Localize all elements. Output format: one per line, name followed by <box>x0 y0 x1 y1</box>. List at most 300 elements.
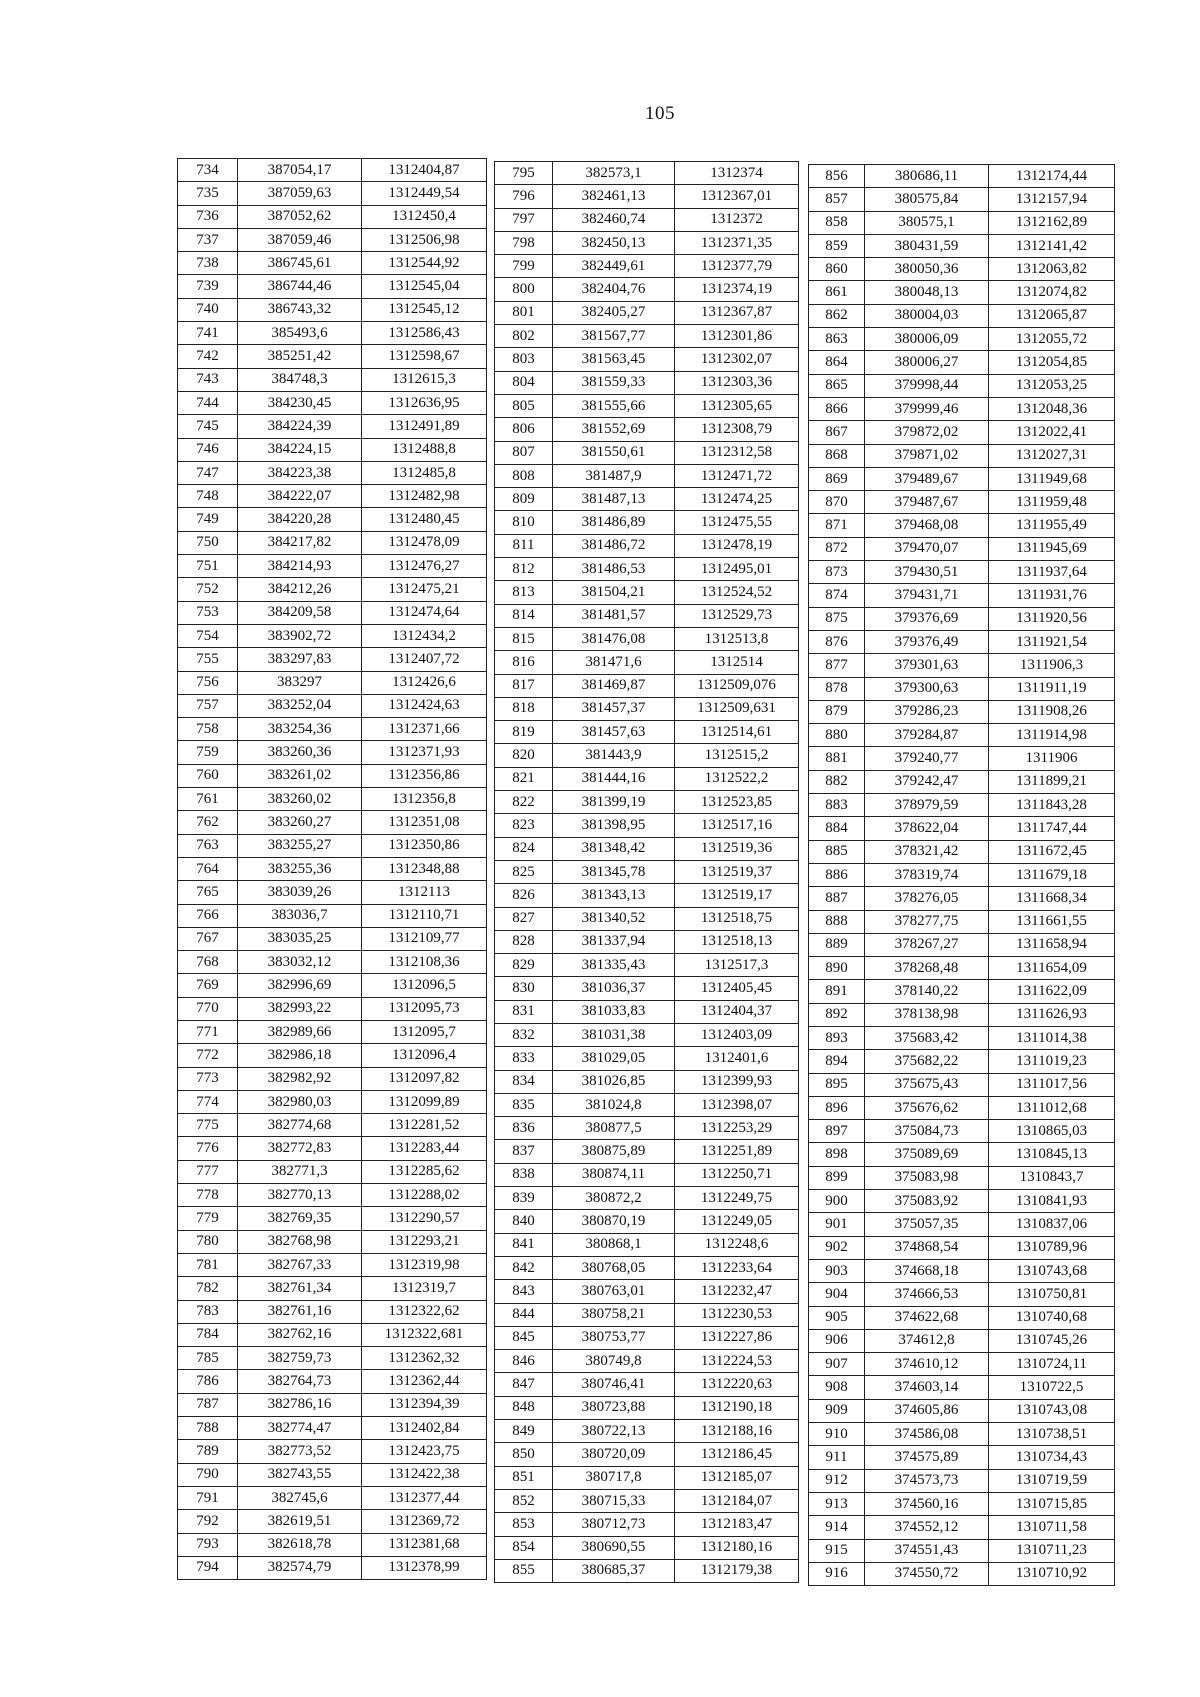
y-coordinate-cell: 1311914,98 <box>989 724 1115 747</box>
y-coordinate-cell: 1312471,72 <box>675 464 799 487</box>
y-coordinate-cell: 1311654,09 <box>989 957 1115 980</box>
y-coordinate-cell: 1312362,32 <box>362 1347 487 1370</box>
x-coordinate-cell: 380768,05 <box>553 1256 675 1279</box>
table-row <box>495 884 799 907</box>
table-row <box>178 298 487 321</box>
point-number-cell: 835 <box>495 1093 553 1116</box>
x-coordinate-cell: 384224,39 <box>238 415 362 438</box>
point-number-cell: 736 <box>178 205 238 228</box>
x-coordinate-cell: 379376,49 <box>865 630 989 653</box>
y-coordinate-cell: 1312515,2 <box>675 744 799 767</box>
table-row <box>178 881 487 904</box>
y-coordinate-cell: 1312518,13 <box>675 930 799 953</box>
point-number-cell: 826 <box>495 884 553 907</box>
table-row <box>809 1399 1115 1422</box>
point-number-cell: 894 <box>809 1050 865 1073</box>
y-coordinate-cell: 1312305,65 <box>675 394 799 417</box>
y-coordinate-cell: 1312450,4 <box>362 205 487 228</box>
point-number-cell: 842 <box>495 1256 553 1279</box>
table-row <box>809 537 1115 560</box>
y-coordinate-cell: 1312110,71 <box>362 904 487 927</box>
point-number-cell: 828 <box>495 930 553 953</box>
point-number-cell: 897 <box>809 1120 865 1143</box>
y-coordinate-cell: 1310724,11 <box>989 1353 1115 1376</box>
table-row <box>495 930 799 953</box>
point-number-cell: 758 <box>178 718 238 741</box>
x-coordinate-cell: 378622,04 <box>865 817 989 840</box>
table-row <box>495 1117 799 1140</box>
point-number-cell: 739 <box>178 275 238 298</box>
point-number-cell: 749 <box>178 508 238 531</box>
point-number-cell: 855 <box>495 1559 553 1582</box>
x-coordinate-cell: 382786,16 <box>238 1393 362 1416</box>
y-coordinate-cell: 1311014,38 <box>989 1026 1115 1049</box>
table-row <box>495 627 799 650</box>
x-coordinate-cell: 385493,6 <box>238 322 362 345</box>
y-coordinate-cell: 1312519,37 <box>675 860 799 883</box>
table-row <box>495 1047 799 1070</box>
x-coordinate-cell: 382986,18 <box>238 1044 362 1067</box>
table-row <box>809 933 1115 956</box>
table-row <box>178 1347 487 1370</box>
y-coordinate-cell: 1312615,3 <box>362 368 487 391</box>
table-row <box>809 514 1115 537</box>
table-row <box>178 788 487 811</box>
x-coordinate-cell: 382449,61 <box>553 255 675 278</box>
table-row <box>178 485 487 508</box>
y-coordinate-cell: 1312322,681 <box>362 1323 487 1346</box>
y-coordinate-cell: 1312378,99 <box>362 1556 487 1579</box>
point-number-cell: 837 <box>495 1140 553 1163</box>
y-coordinate-cell: 1312293,21 <box>362 1230 487 1253</box>
x-coordinate-cell: 374666,53 <box>865 1283 989 1306</box>
table-row <box>178 182 487 205</box>
table-row <box>178 1044 487 1067</box>
table-row <box>178 857 487 880</box>
x-coordinate-cell: 378276,05 <box>865 887 989 910</box>
point-number-cell: 907 <box>809 1353 865 1376</box>
table-row <box>178 345 487 368</box>
y-coordinate-cell: 1312522,2 <box>675 767 799 790</box>
x-coordinate-cell: 380575,84 <box>865 188 989 211</box>
x-coordinate-cell: 374552,12 <box>865 1516 989 1539</box>
x-coordinate-cell: 380722,13 <box>553 1420 675 1443</box>
y-coordinate-cell: 1312095,73 <box>362 997 487 1020</box>
x-coordinate-cell: 379487,67 <box>865 491 989 514</box>
table-row <box>495 1140 799 1163</box>
x-coordinate-cell: 380050,36 <box>865 258 989 281</box>
y-coordinate-cell: 1312523,85 <box>675 791 799 814</box>
point-number-cell: 782 <box>178 1277 238 1300</box>
point-number-cell: 814 <box>495 604 553 627</box>
x-coordinate-cell: 381033,83 <box>553 1000 675 1023</box>
x-coordinate-cell: 382461,13 <box>553 185 675 208</box>
x-coordinate-cell: 378267,27 <box>865 933 989 956</box>
x-coordinate-cell: 379470,07 <box>865 537 989 560</box>
table-row <box>495 1489 799 1512</box>
y-coordinate-cell: 1312356,8 <box>362 788 487 811</box>
x-coordinate-cell: 384214,93 <box>238 555 362 578</box>
y-coordinate-cell: 1311906 <box>989 747 1115 770</box>
y-coordinate-cell: 1311672,45 <box>989 840 1115 863</box>
x-coordinate-cell: 379286,23 <box>865 700 989 723</box>
y-coordinate-cell: 1312162,89 <box>989 211 1115 234</box>
y-coordinate-cell: 1311937,64 <box>989 561 1115 584</box>
table-row <box>495 255 799 278</box>
y-coordinate-cell: 1312248,6 <box>675 1233 799 1256</box>
table-row <box>178 1486 487 1509</box>
x-coordinate-cell: 387054,17 <box>238 159 362 182</box>
y-coordinate-cell: 1312586,43 <box>362 322 487 345</box>
y-coordinate-cell: 1312180,16 <box>675 1536 799 1559</box>
table-row <box>809 561 1115 584</box>
y-coordinate-cell: 1312281,52 <box>362 1114 487 1137</box>
x-coordinate-cell: 383255,27 <box>238 834 362 857</box>
x-coordinate-cell: 380753,77 <box>553 1326 675 1349</box>
point-number-cell: 839 <box>495 1187 553 1210</box>
point-number-cell: 903 <box>809 1259 865 1282</box>
table-row <box>495 1093 799 1116</box>
y-coordinate-cell: 1310745,26 <box>989 1329 1115 1352</box>
y-coordinate-cell: 1312074,82 <box>989 281 1115 304</box>
y-coordinate-cell: 1312308,79 <box>675 418 799 441</box>
point-number-cell: 754 <box>178 624 238 647</box>
y-coordinate-cell: 1312108,36 <box>362 951 487 974</box>
table-row <box>495 651 799 674</box>
table-row <box>809 654 1115 677</box>
y-coordinate-cell: 1312514 <box>675 651 799 674</box>
table-row <box>178 1207 487 1230</box>
y-coordinate-cell: 1312319,98 <box>362 1253 487 1276</box>
x-coordinate-cell: 382761,16 <box>238 1300 362 1323</box>
y-coordinate-cell: 1310719,59 <box>989 1469 1115 1492</box>
y-coordinate-cell: 1312188,16 <box>675 1420 799 1443</box>
table-row <box>178 461 487 484</box>
y-coordinate-cell: 1312544,92 <box>362 252 487 275</box>
table-row <box>178 391 487 414</box>
y-coordinate-cell: 1312369,72 <box>362 1510 487 1533</box>
point-number-cell: 735 <box>178 182 238 205</box>
table-row <box>495 488 799 511</box>
point-number-cell: 768 <box>178 951 238 974</box>
x-coordinate-cell: 382989,66 <box>238 1020 362 1043</box>
y-coordinate-cell: 1312053,25 <box>989 374 1115 397</box>
x-coordinate-cell: 382774,47 <box>238 1417 362 1440</box>
y-coordinate-cell: 1312514,61 <box>675 721 799 744</box>
point-number-cell: 801 <box>495 301 553 324</box>
x-coordinate-cell: 381457,37 <box>553 697 675 720</box>
table-row <box>495 1443 799 1466</box>
point-number-cell: 869 <box>809 467 865 490</box>
y-coordinate-cell: 1312367,01 <box>675 185 799 208</box>
table-row <box>809 1143 1115 1166</box>
point-number-cell: 792 <box>178 1510 238 1533</box>
x-coordinate-cell: 381559,33 <box>553 371 675 394</box>
table-row <box>495 162 799 185</box>
table-row <box>809 607 1115 630</box>
point-number-cell: 809 <box>495 488 553 511</box>
point-number-cell: 901 <box>809 1213 865 1236</box>
y-coordinate-cell: 1311949,68 <box>989 467 1115 490</box>
point-number-cell: 766 <box>178 904 238 927</box>
y-coordinate-cell: 1311658,94 <box>989 933 1115 956</box>
point-number-cell: 877 <box>809 654 865 677</box>
point-number-cell: 793 <box>178 1533 238 1556</box>
table-row <box>809 1516 1115 1539</box>
table-row <box>178 927 487 950</box>
table-row <box>178 531 487 554</box>
point-number-cell: 889 <box>809 933 865 956</box>
table-row <box>495 604 799 627</box>
y-coordinate-cell: 1311747,44 <box>989 817 1115 840</box>
y-coordinate-cell: 1312403,09 <box>675 1023 799 1046</box>
y-coordinate-cell: 1312482,98 <box>362 485 487 508</box>
y-coordinate-cell: 1312394,39 <box>362 1393 487 1416</box>
point-number-cell: 913 <box>809 1492 865 1515</box>
x-coordinate-cell: 380048,13 <box>865 281 989 304</box>
y-coordinate-cell: 1312407,72 <box>362 648 487 671</box>
table-row <box>495 721 799 744</box>
x-coordinate-cell: 380746,41 <box>553 1373 675 1396</box>
y-coordinate-cell: 1312183,47 <box>675 1513 799 1536</box>
x-coordinate-cell: 384223,38 <box>238 461 362 484</box>
point-number-cell: 797 <box>495 208 553 231</box>
x-coordinate-cell: 381457,63 <box>553 721 675 744</box>
point-number-cell: 848 <box>495 1396 553 1419</box>
y-coordinate-cell: 1311911,19 <box>989 677 1115 700</box>
y-coordinate-cell: 1312186,45 <box>675 1443 799 1466</box>
x-coordinate-cell: 386744,46 <box>238 275 362 298</box>
x-coordinate-cell: 378277,75 <box>865 910 989 933</box>
point-number-cell: 803 <box>495 348 553 371</box>
y-coordinate-cell: 1312371,93 <box>362 741 487 764</box>
point-number-cell: 906 <box>809 1329 865 1352</box>
point-number-cell: 883 <box>809 794 865 817</box>
point-number-cell: 769 <box>178 974 238 997</box>
point-number-cell: 822 <box>495 791 553 814</box>
y-coordinate-cell: 1312179,38 <box>675 1559 799 1582</box>
y-coordinate-cell: 1312478,19 <box>675 534 799 557</box>
point-number-cell: 904 <box>809 1283 865 1306</box>
x-coordinate-cell: 380763,01 <box>553 1280 675 1303</box>
y-coordinate-cell: 1312475,21 <box>362 578 487 601</box>
table-row <box>809 1213 1115 1236</box>
point-number-cell: 881 <box>809 747 865 770</box>
y-coordinate-cell: 1312362,44 <box>362 1370 487 1393</box>
y-coordinate-cell: 1312485,8 <box>362 461 487 484</box>
table-row <box>178 322 487 345</box>
table-row <box>495 1000 799 1023</box>
x-coordinate-cell: 381036,37 <box>553 977 675 1000</box>
y-coordinate-cell: 1312233,64 <box>675 1256 799 1279</box>
x-coordinate-cell: 380758,21 <box>553 1303 675 1326</box>
point-number-cell: 787 <box>178 1393 238 1416</box>
table-row <box>495 977 799 1000</box>
x-coordinate-cell: 387059,63 <box>238 182 362 205</box>
table-row <box>809 258 1115 281</box>
y-coordinate-cell: 1312348,88 <box>362 857 487 880</box>
y-coordinate-cell: 1312113 <box>362 881 487 904</box>
table-row <box>495 231 799 254</box>
x-coordinate-cell: 382743,55 <box>238 1463 362 1486</box>
x-coordinate-cell: 381348,42 <box>553 837 675 860</box>
point-number-cell: 874 <box>809 584 865 607</box>
point-number-cell: 785 <box>178 1347 238 1370</box>
y-coordinate-cell: 1312065,87 <box>989 304 1115 327</box>
x-coordinate-cell: 381399,19 <box>553 791 675 814</box>
x-coordinate-cell: 382405,27 <box>553 301 675 324</box>
x-coordinate-cell: 384230,45 <box>238 391 362 414</box>
x-coordinate-cell: 379872,02 <box>865 421 989 444</box>
point-number-cell: 772 <box>178 1044 238 1067</box>
table-row <box>495 511 799 534</box>
x-coordinate-cell: 383260,27 <box>238 811 362 834</box>
table-row <box>178 578 487 601</box>
point-number-cell: 771 <box>178 1020 238 1043</box>
point-number-cell: 753 <box>178 601 238 624</box>
x-coordinate-cell: 384212,26 <box>238 578 362 601</box>
point-number-cell: 912 <box>809 1469 865 1492</box>
point-number-cell: 763 <box>178 834 238 857</box>
y-coordinate-cell: 1310738,51 <box>989 1423 1115 1446</box>
table-row <box>495 1233 799 1256</box>
y-coordinate-cell: 1312232,47 <box>675 1280 799 1303</box>
y-coordinate-cell: 1310843,7 <box>989 1166 1115 1189</box>
x-coordinate-cell: 382982,92 <box>238 1067 362 1090</box>
point-number-cell: 737 <box>178 228 238 251</box>
point-number-cell: 760 <box>178 764 238 787</box>
x-coordinate-cell: 374586,08 <box>865 1423 989 1446</box>
y-coordinate-cell: 1312423,75 <box>362 1440 487 1463</box>
x-coordinate-cell: 379999,46 <box>865 397 989 420</box>
y-coordinate-cell: 1312509,631 <box>675 697 799 720</box>
table-row <box>809 1236 1115 1259</box>
x-coordinate-cell: 380715,33 <box>553 1489 675 1512</box>
table-row <box>495 1466 799 1489</box>
table-row <box>809 1026 1115 1049</box>
point-number-cell: 813 <box>495 581 553 604</box>
point-number-cell: 902 <box>809 1236 865 1259</box>
point-number-cell: 740 <box>178 298 238 321</box>
table-row <box>178 951 487 974</box>
x-coordinate-cell: 381029,05 <box>553 1047 675 1070</box>
table-row <box>495 674 799 697</box>
y-coordinate-cell: 1310845,13 <box>989 1143 1115 1166</box>
y-coordinate-cell: 1312372 <box>675 208 799 231</box>
point-number-cell: 750 <box>178 531 238 554</box>
x-coordinate-cell: 378140,22 <box>865 980 989 1003</box>
point-number-cell: 824 <box>495 837 553 860</box>
y-coordinate-cell: 1312426,6 <box>362 671 487 694</box>
x-coordinate-cell: 381340,52 <box>553 907 675 930</box>
point-number-cell: 747 <box>178 461 238 484</box>
y-coordinate-cell: 1310711,23 <box>989 1539 1115 1562</box>
y-coordinate-cell: 1312519,17 <box>675 884 799 907</box>
point-number-cell: 806 <box>495 418 553 441</box>
x-coordinate-cell: 381487,13 <box>553 488 675 511</box>
y-coordinate-cell: 1312096,4 <box>362 1044 487 1067</box>
x-coordinate-cell: 382404,76 <box>553 278 675 301</box>
y-coordinate-cell: 1312434,2 <box>362 624 487 647</box>
point-number-cell: 879 <box>809 700 865 723</box>
y-coordinate-cell: 1312495,01 <box>675 558 799 581</box>
y-coordinate-cell: 1312518,75 <box>675 907 799 930</box>
point-number-cell: 773 <box>178 1067 238 1090</box>
y-coordinate-cell: 1312141,42 <box>989 234 1115 257</box>
point-number-cell: 910 <box>809 1423 865 1446</box>
point-number-cell: 896 <box>809 1096 865 1119</box>
y-coordinate-cell: 1312022,41 <box>989 421 1115 444</box>
point-number-cell: 738 <box>178 252 238 275</box>
table-row <box>178 1417 487 1440</box>
table-row <box>178 275 487 298</box>
y-coordinate-cell: 1312322,62 <box>362 1300 487 1323</box>
point-number-cell: 864 <box>809 351 865 374</box>
x-coordinate-cell: 382764,73 <box>238 1370 362 1393</box>
point-number-cell: 742 <box>178 345 238 368</box>
y-coordinate-cell: 1311622,09 <box>989 980 1115 1003</box>
x-coordinate-cell: 387052,62 <box>238 205 362 228</box>
y-coordinate-cell: 1310841,93 <box>989 1190 1115 1213</box>
table-row <box>809 1190 1115 1213</box>
y-coordinate-cell: 1312398,07 <box>675 1093 799 1116</box>
y-coordinate-cell: 1312422,38 <box>362 1463 487 1486</box>
point-number-cell: 765 <box>178 881 238 904</box>
x-coordinate-cell: 380690,55 <box>553 1536 675 1559</box>
x-coordinate-cell: 381550,61 <box>553 441 675 464</box>
coordinates-table-2 <box>494 161 799 1583</box>
table-row <box>809 374 1115 397</box>
x-coordinate-cell: 375083,98 <box>865 1166 989 1189</box>
x-coordinate-cell: 382774,68 <box>238 1114 362 1137</box>
x-coordinate-cell: 381487,9 <box>553 464 675 487</box>
table-row <box>495 558 799 581</box>
x-coordinate-cell: 375683,42 <box>865 1026 989 1049</box>
table-row <box>809 630 1115 653</box>
y-coordinate-cell: 1312371,66 <box>362 718 487 741</box>
point-number-cell: 856 <box>809 165 865 188</box>
y-coordinate-cell: 1312096,5 <box>362 974 487 997</box>
coordinates-table-3 <box>808 164 1115 1586</box>
table-row <box>178 1440 487 1463</box>
x-coordinate-cell: 379430,51 <box>865 561 989 584</box>
y-coordinate-cell: 1312290,57 <box>362 1207 487 1230</box>
point-number-cell: 776 <box>178 1137 238 1160</box>
y-coordinate-cell: 1312249,75 <box>675 1187 799 1210</box>
table-row <box>178 1090 487 1113</box>
y-coordinate-cell: 1310715,85 <box>989 1492 1115 1515</box>
table-row <box>495 1536 799 1559</box>
point-number-cell: 795 <box>495 162 553 185</box>
y-coordinate-cell: 1312598,67 <box>362 345 487 368</box>
x-coordinate-cell: 374868,54 <box>865 1236 989 1259</box>
y-coordinate-cell: 1312319,7 <box>362 1277 487 1300</box>
table-row <box>809 1096 1115 1119</box>
point-number-cell: 757 <box>178 694 238 717</box>
y-coordinate-cell: 1310710,92 <box>989 1562 1115 1585</box>
table-row <box>178 624 487 647</box>
x-coordinate-cell: 381552,69 <box>553 418 675 441</box>
x-coordinate-cell: 380723,88 <box>553 1396 675 1419</box>
x-coordinate-cell: 383902,72 <box>238 624 362 647</box>
x-coordinate-cell: 379376,69 <box>865 607 989 630</box>
x-coordinate-cell: 381024,8 <box>553 1093 675 1116</box>
table-row <box>809 421 1115 444</box>
x-coordinate-cell: 381486,89 <box>553 511 675 534</box>
point-number-cell: 830 <box>495 977 553 1000</box>
table-row <box>495 348 799 371</box>
y-coordinate-cell: 1312301,86 <box>675 325 799 348</box>
